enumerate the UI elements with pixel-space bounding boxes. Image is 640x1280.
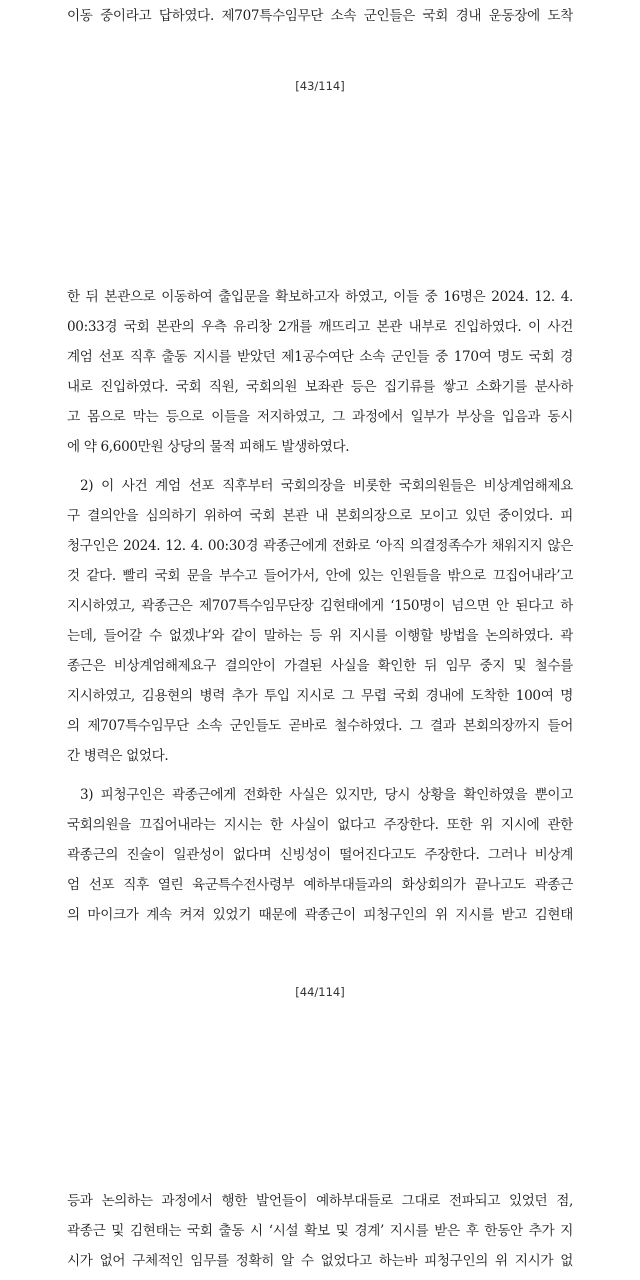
text-line: 간 병력은 없었다. xyxy=(67,748,169,764)
text-line: 지시하였고, 김용현의 병력 추가 투입 지시로 그 무렵 국회 경내에 도착한 100여 명 xyxy=(67,688,573,704)
text-line: 종근은 비상계엄해제요구 결의안이 가결된 사실을 확인한 뒤 임무 중지 및 철수를 xyxy=(67,658,573,674)
text-line: 한 뒤 본관으로 이동하여 출입문을 확보하고자 하였고, 이들 중 16명은 2024. 12. 4. xyxy=(67,289,573,305)
text-line: 는데, 들어갈 수 없겠냐’와 같이 말하는 등 위 지시를 이행할 방법을 논의하였다. 곽 xyxy=(67,628,573,644)
text-line: 국회의원을 끄집어내라는 지시는 한 사실이 없다고 주장한다. 또한 위 지시에 관한 xyxy=(67,817,573,833)
page-number: [44/114] xyxy=(295,985,345,999)
page-number: [43/114] xyxy=(295,79,345,93)
text-line: 청구인은 2024. 12. 4. 00:30경 곽종근에게 전화로 ‘아직 의결정족수가 채워지지 않은 xyxy=(67,538,573,554)
paragraph-2-start: 2) 이 사건 계엄 선포 직후부터 국회의장을 비롯한 국회의원들은 비상계엄해제요 xyxy=(80,478,573,494)
text-line: 것 같다. 빨리 국회 문을 부수고 들어가서, 안에 있는 인원들을 밖으로 끄집어내라’고 xyxy=(67,568,573,584)
text-line: 곽종근의 진술이 일관성이 없다며 신빙성이 떨어진다고도 주장한다. 그러나 비상계 xyxy=(67,847,573,863)
text-line: 지시하였고, 곽종근은 제707특수임무단장 김현태에게 ‘150명이 넘으면 안 된다고 하 xyxy=(67,598,573,614)
text-line: 곽종근 및 김현태는 국회 출동 시 ‘시설 확보 및 경계’ 지시를 받은 후 한동안 추가 지 xyxy=(67,1223,573,1239)
text-line: 의 마이크가 계속 켜져 있었기 때문에 곽종근이 피청구인의 위 지시를 받고 김현태 xyxy=(67,907,573,923)
text-line: 구 결의안을 심의하기 위하여 국회 본관 내 본회의장으로 모이고 있던 중이었다. 피 xyxy=(67,508,573,524)
text-line: 시가 없어 구체적인 임무를 정확히 알 수 없었다고 하는바 피청구인의 위 지시가 없 xyxy=(67,1253,573,1269)
text-line: 내로 진입하였다. 국회 직원, 국회의원 보좌관 등은 집기류를 쌓고 소화기를 분사하 xyxy=(67,379,573,395)
text-line: 계엄 선포 직후 출동 지시를 받았던 제1공수여단 소속 군인들 중 170여 명도 국회 경 xyxy=(67,349,573,365)
text-line: 고 몸으로 막는 등으로 이들을 저지하였고, 그 과정에서 일부가 부상을 입음과 동시 xyxy=(67,409,573,425)
paragraph-3-start: 3) 피청구인은 곽종근에게 전화한 사실은 있지만, 당시 상황을 확인하였을 뿐이고 xyxy=(80,787,573,803)
text-line: 등과 논의하는 과정에서 행한 발언들이 예하부대들로 그대로 전파되고 있었던 점, xyxy=(67,1193,573,1209)
text-line: 엄 선포 직후 열린 육군특수전사령부 예하부대들과의 화상회의가 끝나고도 곽종근 xyxy=(67,877,573,893)
text-line: 에 약 6,600만원 상당의 물적 피해도 발생하였다. xyxy=(67,439,350,455)
text-line: 이동 중이라고 답하였다. 제707특수임무단 소속 군인들은 국회 경내 운동장에 도착 xyxy=(67,8,573,24)
text-line: 00:33경 국회 본관의 우측 유리창 2개를 깨뜨리고 본관 내부로 진입하였다. 이 사건 xyxy=(67,319,573,335)
text-line: 의 제707특수임무단 소속 군인들도 곧바로 철수하였다. 그 결과 본회의장까지 들어 xyxy=(67,718,573,734)
